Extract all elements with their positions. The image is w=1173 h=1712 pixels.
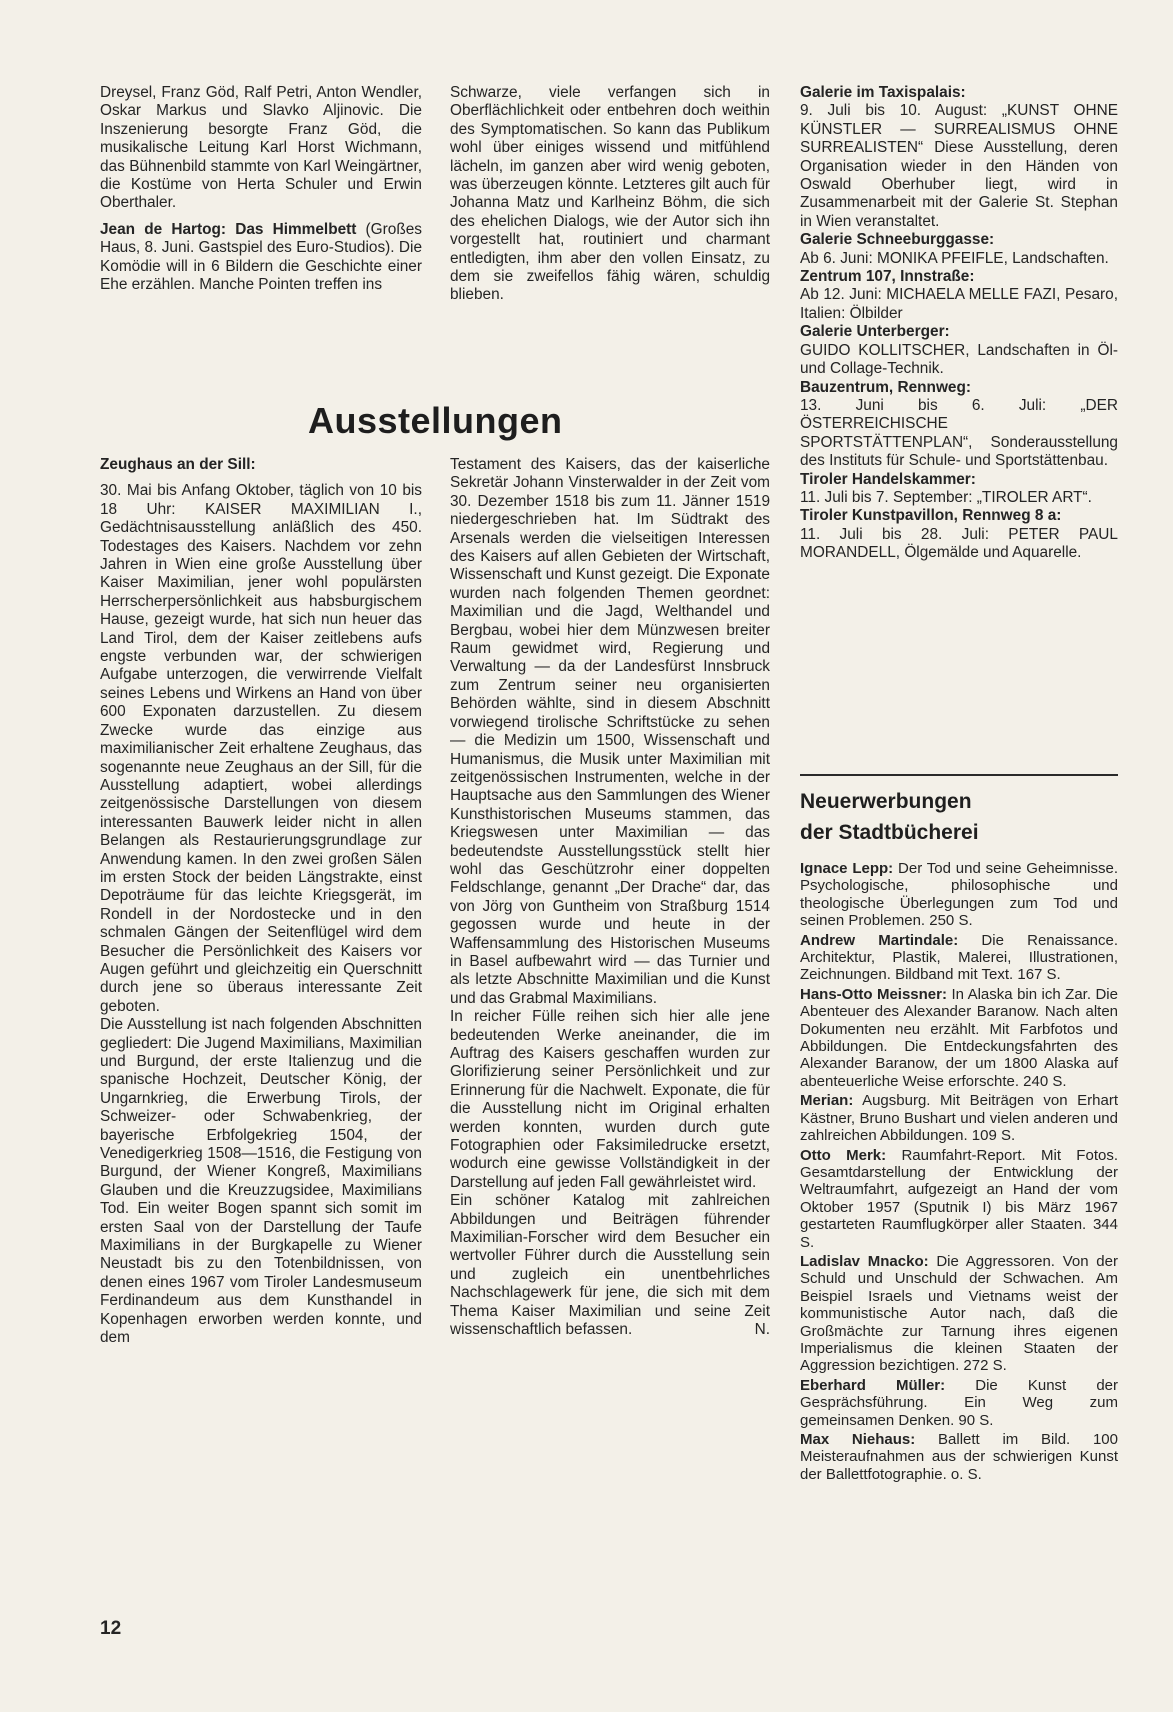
cast-paragraph: Dreysel, Franz Göd, Ralf Petri, Anton Wendler, Oskar Markus und Slavko Aljinovic. Die Inszenierung besorgte Franz Göd, die musikalische Leitung Karl Horst Wichmann, das Bühnenbild stammte von Karl Weingärtner, die Kostüme von Herta Schuler und Erwin Oberthaler. — [100, 84, 422, 212]
listing-body: GUIDO KOLLITSCHER, Landschaften in Öl- und Collage-Technik. — [800, 341, 1118, 378]
book-author: Ignace Lepp: — [800, 860, 894, 877]
book-description: Der Tod und seine Geheimnisse. Psychologische, philosophische und theologische Überlegungen zum Tod und seinen Problemen. 250 S. — [800, 860, 1119, 930]
listing-body: 9. Juli bis 10. August: „KUNST OHNE KÜNSTLER — SURREALISMUS OHNE SURREALISTEN“ Diese Ausstellung, deren Organisation wieder in den Händen von Oswald Oberhuber liegt, wird in Zusammenarbeit mit der Galerie St. Stephan in Wien veranstaltet. — [800, 102, 1118, 230]
listing-body: Ab 12. Juni: MICHAELA MELLE FAZI, Pesaro, Italien: Ölbilder — [800, 286, 1118, 322]
book-entry — [800, 1431, 1118, 1483]
book-author: Merian: — [800, 1092, 854, 1110]
zeughaus-heading: Zeughaus an der Sill: — [100, 456, 256, 473]
book-entry — [800, 932, 1118, 984]
library-title-line-1: Neuerwerbungen — [800, 790, 972, 813]
review-paragraph — [100, 221, 422, 295]
catalog-text: Ein schöner Katalog mit zahlreichen Abbildungen und Beiträgen führender Maximilian-Forscher wird dem Besucher ein wertvoller Führer durch die Ausstellung sein und zugleich ein unentbehrliches Nachschlagewerk für jene, die sich mit dem Thema Kaiser Maximilian und seine Zeit wissenschaftlich befassen. — [450, 1192, 770, 1339]
gallery-listings — [800, 84, 1118, 563]
listing-item — [800, 471, 1118, 508]
book-description: Raumfahrt-Report. Mit Fotos. Gesamtdarstellung der Entwicklung der Weltraumfahrt, aufgezeigt an Hand der vom Oktober 1957 (Sputnik I) bis März 1967 gestarteten Raumflugkörper aller Staaten. 344 S. — [800, 1146, 1118, 1251]
zeughaus-paragraph-1: 30. Mai bis Anfang Oktober, täglich von 10 bis 18 Uhr: KAISER MAXIMILIAN I., Gedächtnisausstellung anläßlich des 450. Todestages des Kaisers. Nachdem vor zehn Jahren in Wien eine große Ausstellung über Kaiser Maximilian, jener wohl populärsten Herrscherpersönlichkeit aus habsburgischem Hause, gezeigt wurde, hat sich nun heuer das Land Tirol, dem der Kaiser zeitlebens aufs engste verbunden war, der schwierigen Aufgabe unterzogen, die verwirrende Vielfalt seines Lebens und Wirkens an Hand von über 600 Exponaten darzustellen. Zu diesem Zwecke wurde das einzige aus maximilianischer Zeit erhaltene Zeughaus, das sogenannte neue Zeughaus an der Sill, für die Ausstellung adaptiert, wobei allerdings zeitgenössische Darstellungen von diesem interessanten Bauwerk leider nicht in allen Belangen als Restaurierungsgrundlage zur Anwendung kamen. In den zwei großen Sälen im ersten Stock der beiden Längstrakte, einst Depoträume für das leichte Kriegsgerät, im Rondell in der Nordostecke und in den schmalen Gängen der Seitenflügel wird dem Besucher die Persönlichkeit des Kaisers vor Augen geführt und gleichzeitig ein Querschnitt durch jene so überaus interessante Zeit geboten. — [100, 482, 422, 1015]
book-description: Ballett im Bild. 100 Meisteraufnahmen aus der schwierigen Kunst der Ballettfotographie. o. S. — [800, 1431, 1118, 1483]
book-author: Otto Merk: — [800, 1146, 887, 1164]
library-title — [800, 786, 1118, 848]
book-author: Andrew Martindale: — [800, 931, 959, 949]
book-entry — [800, 1377, 1118, 1429]
listing-body: Ab 6. Juni: MONIKA PFEIFLE, Landschaften. — [800, 249, 1109, 267]
exhibition-column-2 — [450, 456, 770, 1340]
book-description: Die Aggressoren. Von der Schuld und Unschuld der Schwachen. Am Beispiel Israels und Vietnams weist der kommunistische Autor nach, daß die Großmächte zur Tarnung ihres eigenen Imperialismus die kleinen Staaten der Aggression bezichtigen. 272 S. — [800, 1252, 1118, 1375]
listing-item — [800, 268, 1118, 323]
book-description: Augsburg. Mit Beiträgen von Erhart Kästner, Bruno Bushart und vielen anderen und zahlreichen Abbildungen. 109 S. — [800, 1092, 1118, 1145]
listing-heading: Galerie Unterberger: — [800, 323, 950, 341]
library-title-line-2: der Stadtbücherei — [800, 821, 979, 844]
zeughaus-paragraph-4: In reicher Fülle reihen sich hier alle jene bedeutenden Werke aneinander, die im Auftrag des Kaisers geschaffen wurden zur Glorifizierung seiner Persönlichkeit und zur Erinnerung für die Nachwelt. Exponate, die für die Ausstellung nicht im Original erhalten werden konnten, wurden durch gute Fotographien oder Faksimiledrucke ersetzt, wodurch eine gewisse Vollständigkeit in der Darstellung auf jeden Fall gewährleistet wird. — [450, 1008, 770, 1191]
book-description: Die Kunst der Gesprächsführung. Ein Weg zum gemeinsamen Denken. 90 S. — [800, 1376, 1119, 1429]
zeughaus-paragraph-5 — [450, 1192, 770, 1339]
listing-heading: Tiroler Handelskammer: — [800, 470, 976, 488]
listing-item — [800, 507, 1118, 562]
listing-body: 11. Juli bis 7. September: „TIROLER ART“. — [800, 488, 1092, 506]
exhibitions-title: Ausstellungen — [308, 400, 563, 441]
book-author: Ladislav Mnacko: — [800, 1252, 929, 1270]
review-heading: Jean de Hartog: Das Himmelbett — [100, 220, 357, 238]
listing-heading: Galerie Schneeburggasse: — [800, 231, 995, 249]
book-entry — [800, 1092, 1118, 1144]
listing-item — [800, 84, 1118, 231]
book-description: In Alaska bin ich Zar. Die Abenteuer des Alexander Baranow. Nach alten Dokumenten neu erzählt. Mit Farbfotos und Abbildungen. Die Entdeckungsfahrten des Alexander Baranow, der um 1800 Alaska auf abenteuerliche Weise erforschte. 240 S. — [800, 985, 1118, 1090]
top-column-2 — [450, 84, 770, 305]
listing-item — [800, 323, 1118, 378]
listing-heading: Zentrum 107, Innstraße: — [800, 268, 975, 286]
listing-item — [800, 231, 1118, 268]
listing-item — [800, 379, 1118, 471]
top-column-1 — [100, 84, 422, 294]
book-author: Eberhard Müller: — [800, 1376, 946, 1394]
section-divider — [800, 774, 1118, 776]
review-continuation: Schwarze, viele verfangen sich in Oberflächlichkeit oder entbehren doch weithin des Symptomatischen. So kann das Publikum wohl über einiges wissend und mitfühlend lächeln, im ganzen aber wird wenig geboten, was überzeugen könnte. Letzteres gilt auch für Johanna Matz und Karlheinz Böhm, die sich des ehelichen Dialogs, wie der Autor sich ihn vorgestellt hat, routiniert und charmant entledigten, ihm aber den vollen Einsatz, zu dem sie zweifellos fähig wären, schuldig blieben. — [450, 84, 770, 304]
zeughaus-paragraph-3: Testament des Kaisers, das der kaiserliche Sekretär Johann Vinsterwalder in der Zeit vom 30. Dezember 1518 bis zum 11. Jänner 1519 niedergeschrieben hat. Im Südtrakt des Arsenals werden die vielseitigen Interessen des Kaisers auf allen Gebieten der Wirtschaft, Wissenschaft und Kunst gezeigt. Die Exponate wurden nach folgenden Themen geordnet: Maximilian und die Jagd, Welthandel und Bergbau, wobei hier dem Münzwesen breiter Raum gewidmet wird, Regierung und Verwaltung — da der Landesfürst Innsbruck zum Zentrum seiner neu organisierten Behörden wählte, sind in diesem Abschnitt vorwiegend tirolische Schriftstücke zu sehen — die Medizin um 1500, Wissenschaft und Humanismus, die Musik unter Maximilian mit zeitgenössischen Instrumenten, welche in der Hauptsache aus den Sammlungen des Wiener Kunsthistorischen Museums stammen, das Kriegswesen unter Maximilian — das bedeutendste Ausstellungsstück stellt hier wohl das Geschützrohr einer doppelten Feldschlange, genannt „Der Drache“ dar, das von Jörg von Guntheim von Straßburg 1514 gegossen wurde und heute in der Waffensammlung des Historischen Museums in Basel aufbewahrt wird — das Turnier und als letzte Abschnitte Maximilian und die Kunst und das Grabmal Maximilians. — [450, 456, 770, 1007]
book-author: Max Niehaus: — [800, 1431, 916, 1448]
exhibition-column-1 — [100, 456, 422, 1348]
book-description: Die Renaissance. Architektur, Plastik, Malerei, Illustrationen, Zeichnungen. Bildband mit Text. 167 S. — [800, 931, 1118, 984]
listing-heading: Galerie im Taxispalais: — [800, 84, 966, 101]
book-entry — [800, 1253, 1118, 1375]
page-number: 12 — [100, 1618, 122, 1639]
review-body: (Großes Haus, 8. Juni. Gastspiel des Euro-Studios). Die Komödie will in 6 Bildern die Geschichte einer Ehe erzählen. Manche Pointen treffen ins — [100, 220, 422, 294]
book-entry — [800, 986, 1118, 1090]
listing-body: 13. Juni bis 6. Juli: „DER ÖSTERREICHISCHE SPORTSTÄTTENPLAN“, Sonderausstellung des Instituts für Schule- und Sportstättenbau. — [800, 396, 1118, 470]
book-author: Hans-Otto Meissner: — [800, 985, 947, 1003]
zeughaus-paragraph-2: Die Ausstellung ist nach folgenden Abschnitten gegliedert: Die Jugend Maximilians, Maximilian und Burgund, der erste Italienzug und die spanische Hochzeit, Deutscher König, der Ungarnkrieg, die Erwerbung Tirols, der Schweizer- oder Schwabenkrieg, der bayerische Erbfolgekrieg 1504, der Venedigerkrieg 1508—1516, die Festigung von Burgund, der Wiener Kongreß, Maximilians Glauben und die Kreuzzugsidee, Maximilians Tod. Ein weiter Bogen spannt sich somit im ersten Saal von der Darstellung der Taufe Maximilians in der Burgkapelle zu Wiener Neustadt bis zu den Totenbildnissen, von denen eines 1967 vom Tiroler Landesmuseum Ferdinandeum aus dem Kunsthandel in Kopenhagen erworben werden konnte, und dem — [100, 1016, 422, 1347]
listing-heading: Bauzentrum, Rennweg: — [800, 378, 972, 396]
book-list — [800, 860, 1118, 1485]
listing-heading: Tiroler Kunstpavillon, Rennweg 8 a: — [800, 507, 1062, 525]
listing-body: 11. Juli bis 28. Juli: PETER PAUL MORANDELL, Ölgemälde und Aquarelle. — [800, 525, 1118, 562]
author-signature: N. — [754, 1321, 770, 1339]
book-entry — [800, 860, 1118, 930]
book-entry — [800, 1147, 1118, 1251]
